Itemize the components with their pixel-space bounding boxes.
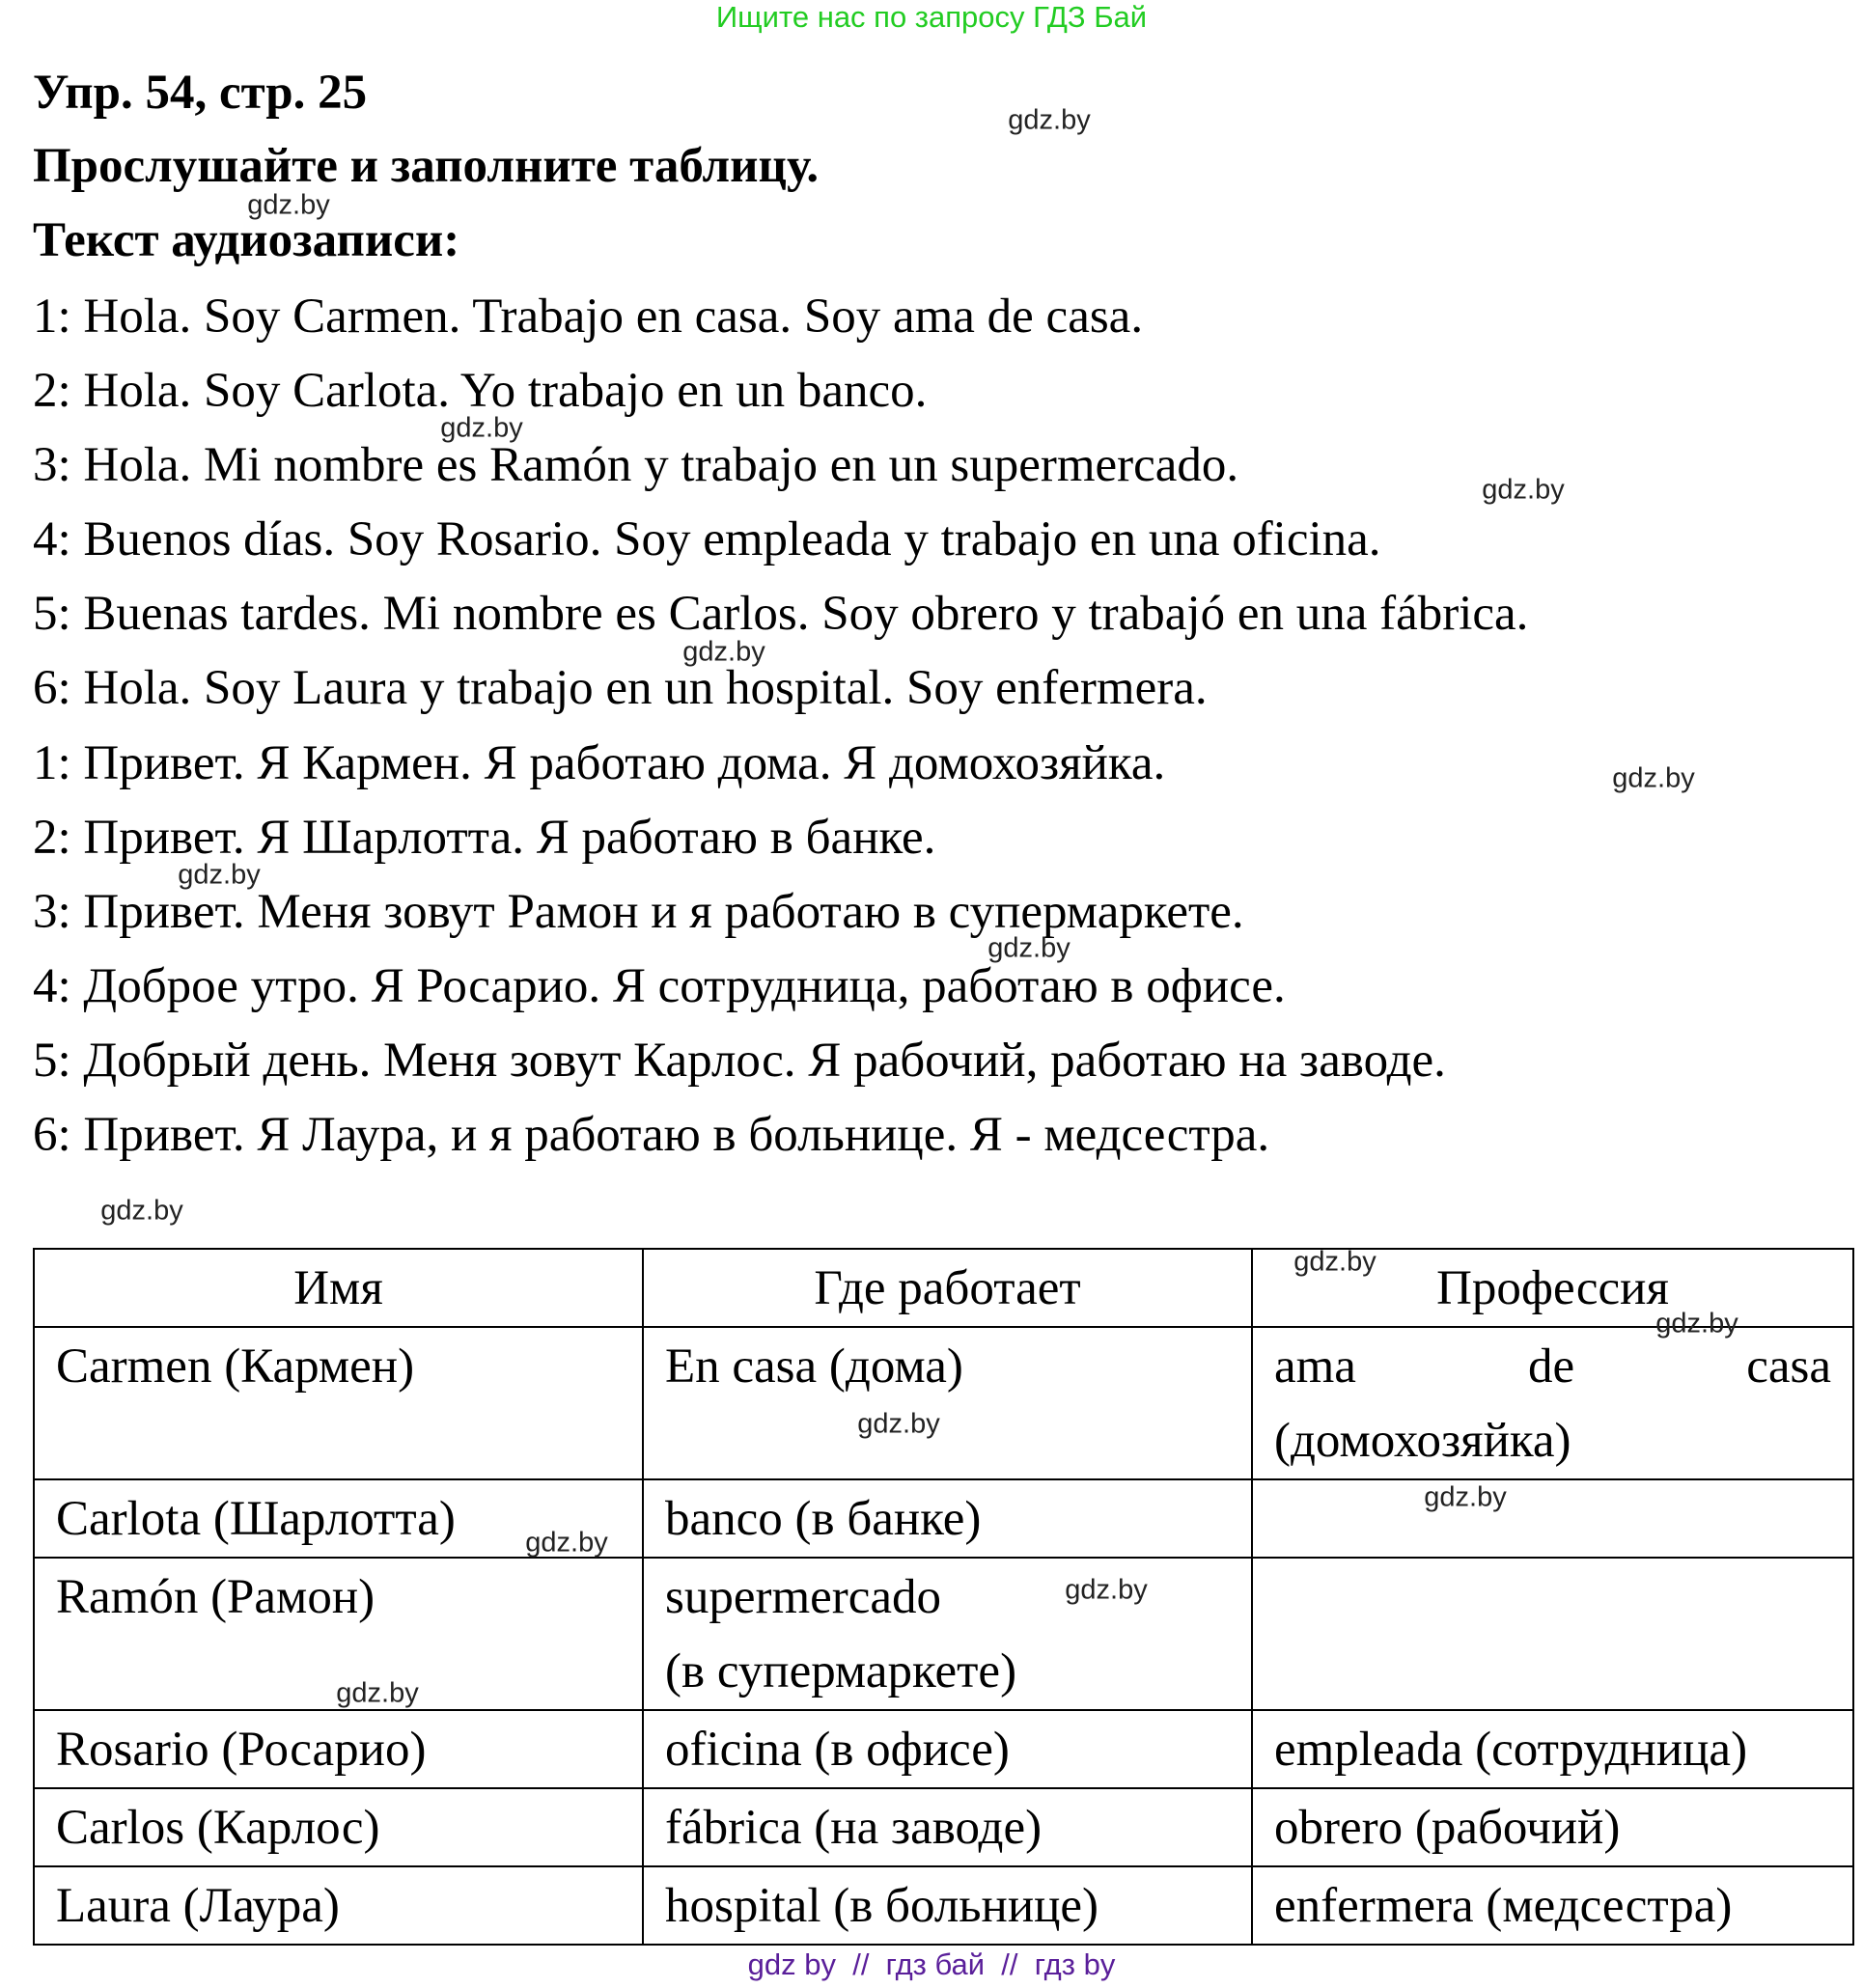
cell-profession: enfermera (медсестра) [1252,1866,1853,1945]
place-line1: supermercado [665,1570,942,1624]
translation-line: 1: Привет. Я Кармен. Я работаю дома. Я домохозяйка. [33,735,1166,790]
table-header-row [34,1249,1853,1327]
top-banner-link[interactable]: Ищите нас по запросу ГДЗ Бай [715,0,1148,34]
watermark: gdz.by [100,1195,183,1227]
watermark: gdz.by [1612,762,1695,794]
watermark: gdz.by [987,932,1071,964]
table-row [34,1327,1853,1479]
table-row [34,1558,1853,1710]
watermark: gdz.by [1293,1246,1376,1278]
bottom-banner-link[interactable]: gdz by // гдз бай // гдз by [747,1947,1116,1981]
watermark: gdz.by [336,1677,419,1709]
cell-name: Ramón (Рамон) [34,1558,643,1710]
translation-line: 4: Доброе утро. Я Росарио. Я сотрудница, работаю в офисе. [33,958,1286,1013]
transcript [33,280,1528,1173]
cell-profession [1252,1558,1853,1710]
watermark: gdz.by [247,189,330,221]
profession-line2: (домохозяйка) [1274,1414,1571,1468]
watermark: gdz.by [1655,1308,1738,1339]
cell-profession [1252,1479,1853,1558]
cell-place [643,1558,1252,1710]
cell-place: oficina (в офисе) [643,1710,1252,1788]
watermark: gdz.by [682,636,765,668]
instruction: Прослушайте и заполните таблицу. [33,139,820,193]
profession-word: de [1528,1339,1575,1394]
place-line2: (в супермаркете) [665,1644,1017,1698]
cell-profession [1252,1327,1853,1479]
watermark: gdz.by [1482,474,1565,506]
transcript-line: 5: Buenas tardes. Mi nombre es Carlos. Soy obrero y trabajó en una fábrica. [33,587,1529,642]
table-row [34,1710,1853,1788]
header-profession: Профессия [1252,1249,1853,1327]
transcript-line: 1: Hola. Soy Carmen. Trabajo en casa. Soy ama de casa. [33,290,1144,344]
cell-profession: obrero (рабочий) [1252,1788,1853,1866]
watermark: gdz.by [440,412,523,444]
translation-line: 3: Привет. Меня зовут Рамон и я работаю в супермаркете. [33,884,1244,939]
header-workplace: Где работает [643,1249,1252,1327]
cell-name: Carlos (Карлос) [34,1788,643,1866]
answer-table [33,1248,1854,1946]
transcript-heading: Текст аудиозаписи: [33,213,460,267]
translation-line: 6: Привет. Я Лаура, и я работаю в больнице. Я - медсестра. [33,1108,1270,1163]
watermark: gdz.by [1065,1574,1148,1606]
cell-name: Carmen (Кармен) [34,1327,643,1479]
cell-profession: empleada (сотрудница) [1252,1710,1853,1788]
table-row [34,1479,1853,1558]
cell-name: Rosario (Росарио) [34,1710,643,1788]
watermark: gdz.by [857,1408,940,1440]
header-name: Имя [34,1249,643,1327]
cell-name: Laura (Лаура) [34,1866,643,1945]
translation-line: 2: Привет. Я Шарлотта. Я работаю в банке. [33,810,936,865]
watermark: gdz.by [1008,104,1091,136]
table-row [34,1866,1853,1945]
transcript-line: 4: Buenos días. Soy Rosario. Soy empleada y trabajo en una oficina. [33,512,1381,567]
cell-place: hospital (в больнице) [643,1866,1252,1945]
translation-line: 5: Добрый день. Меня зовут Карлос. Я рабочий, работаю на заводе. [33,1033,1446,1088]
exercise-title: Упр. 54, стр. 25 [33,66,368,120]
table-row [34,1788,1853,1866]
transcript-line: 2: Hola. Soy Carlota. Yo trabajo en un banco. [33,364,928,419]
profession-word: casa [1746,1339,1831,1394]
transcript-line: 3: Hola. Mi nombre es Ramón y trabajo en un supermercado. [33,438,1239,493]
cell-place: fábrica (на заводе) [643,1788,1252,1866]
transcript-line: 6: Hola. Soy Laura y trabajo en un hospital. Soy enfermera. [33,661,1208,716]
profession-word: ama [1274,1339,1356,1394]
cell-place: En casa (дома) [643,1327,1252,1479]
watermark: gdz.by [1424,1481,1507,1513]
cell-name: Carlota (Шарлотта) [34,1479,643,1558]
cell-place: banco (в банке) [643,1479,1252,1558]
watermark: gdz.by [525,1527,608,1559]
watermark: gdz.by [178,859,261,891]
